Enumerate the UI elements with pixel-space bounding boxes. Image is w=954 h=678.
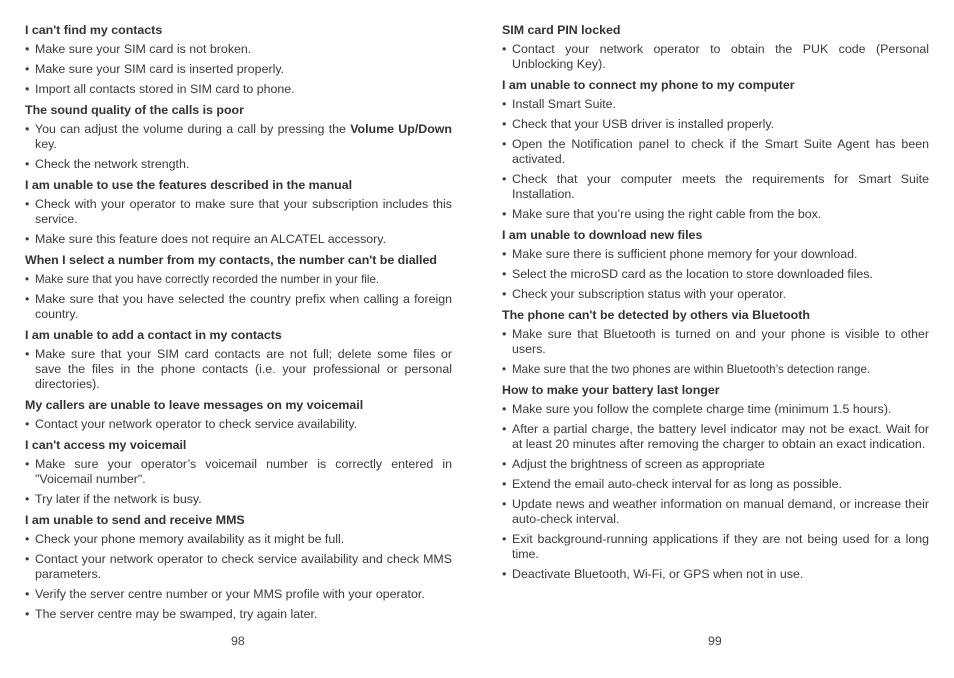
page-number: 98 bbox=[231, 634, 245, 648]
bullet-icon: • bbox=[25, 552, 30, 566]
bullet-icon: • bbox=[25, 532, 30, 546]
list-item: • Make sure your SIM card is not broken. bbox=[25, 42, 252, 56]
section-heading: How to make your battery last longer bbox=[502, 383, 720, 397]
faq-section bbox=[502, 227, 929, 302]
bullet-icon: • bbox=[25, 607, 30, 621]
faq-section bbox=[25, 397, 452, 432]
list-item: • Check the network strength. bbox=[25, 157, 190, 171]
bullet-icon: • bbox=[502, 422, 507, 436]
bullet-icon: • bbox=[502, 42, 507, 56]
list-item: • Contact your network operator to obtain the PUK code (Personal Unblocking Key). bbox=[502, 42, 929, 71]
bullet-icon: • bbox=[502, 117, 507, 131]
bullet-icon: • bbox=[502, 287, 507, 301]
list-item: • Make sure you follow the complete charge time (minimum 1.5 hours). bbox=[502, 402, 892, 416]
bullet-icon: • bbox=[25, 492, 30, 506]
list-item: • Make sure your operator’s voicemail number is correctly entered in "Voicemail number". bbox=[25, 457, 452, 486]
bullet-icon: • bbox=[25, 587, 30, 601]
faq-section bbox=[25, 327, 452, 392]
list-item: • Make sure that you have correctly recorded the number in your file. bbox=[25, 273, 380, 286]
section-heading: The phone can't be detected by others via Bluetooth bbox=[502, 308, 810, 322]
bullet-icon: • bbox=[25, 417, 30, 431]
faq-section bbox=[25, 252, 452, 322]
list-item: • Make sure that the two phones are within Bluetooth’s detection range. bbox=[502, 363, 871, 376]
list-item: • You can adjust the volume during a call by pressing the Volume Up/Down key. bbox=[25, 122, 452, 151]
list-item: • Contact your network operator to check service availability and check MMS parameters. bbox=[25, 552, 452, 581]
bullet-icon: • bbox=[25, 42, 30, 56]
bullet-icon: • bbox=[25, 347, 30, 361]
bullet-icon: • bbox=[25, 457, 30, 471]
list-item: • Exit background-running applications if they are not being used for a long time. bbox=[502, 532, 929, 561]
bullet-icon: • bbox=[502, 247, 507, 261]
bullet-icon: • bbox=[502, 567, 507, 581]
bullet-icon: • bbox=[25, 273, 30, 286]
list-item: • Import all contacts stored in SIM card to phone. bbox=[25, 82, 295, 96]
list-item: • Make sure this feature does not require an ALCATEL accessory. bbox=[25, 232, 387, 246]
list-item: • Select the microSD card as the location to store downloaded files. bbox=[502, 267, 873, 281]
page-number: 99 bbox=[708, 634, 722, 648]
bullet-icon: • bbox=[502, 477, 507, 491]
list-item: • Check with your operator to make sure that your subscription includes this service. bbox=[25, 197, 452, 226]
list-item: • Extend the email auto-check interval for as long as possible. bbox=[502, 477, 842, 491]
list-item: • Verify the server centre number or your MMS profile with your operator. bbox=[25, 587, 425, 601]
left-page bbox=[25, 22, 452, 627]
list-item: • Make sure your SIM card is inserted properly. bbox=[25, 62, 285, 76]
bullet-icon: • bbox=[25, 292, 30, 306]
faq-section bbox=[502, 382, 929, 582]
bullet-icon: • bbox=[25, 62, 30, 76]
list-item: • The server centre may be swamped, try again later. bbox=[25, 607, 318, 621]
bullet-icon: • bbox=[502, 172, 507, 186]
bullet-icon: • bbox=[502, 497, 507, 511]
faq-section bbox=[502, 307, 929, 377]
faq-section bbox=[25, 512, 452, 622]
list-item: • Open the Notification panel to check if the Smart Suite Agent has been activated. bbox=[502, 137, 929, 166]
list-item: • Check your subscription status with your operator. bbox=[502, 287, 787, 301]
bullet-icon: • bbox=[502, 457, 507, 471]
list-item: • Install Smart Suite. bbox=[502, 97, 616, 111]
section-heading: My callers are unable to leave messages on my voicemail bbox=[25, 398, 364, 412]
section-heading: I am unable to send and receive MMS bbox=[25, 513, 245, 527]
faq-section bbox=[502, 22, 929, 72]
faq-section bbox=[25, 22, 452, 97]
key-name: Volume Up/Down bbox=[350, 122, 452, 136]
list-item: • Contact your network operator to check service availability. bbox=[25, 417, 358, 431]
list-item: • Adjust the brightness of screen as appropriate bbox=[502, 457, 765, 471]
list-item: • Try later if the network is busy. bbox=[25, 492, 202, 506]
bullet-icon: • bbox=[25, 197, 30, 211]
bullet-icon: • bbox=[25, 122, 30, 136]
list-item: • Check that your computer meets the requirements for Smart Suite Installation. bbox=[502, 172, 929, 201]
bullet-icon: • bbox=[502, 97, 507, 111]
bullet-icon: • bbox=[502, 363, 507, 376]
bullet-icon: • bbox=[502, 327, 507, 341]
bullet-icon: • bbox=[502, 532, 507, 546]
bullet-icon: • bbox=[502, 267, 507, 281]
bullet-icon: • bbox=[25, 157, 30, 171]
bullet-icon: • bbox=[25, 232, 30, 246]
list-item: • Make sure that your SIM card contacts are not full; delete some files or save the files in the phone contacts (i.e. your professional or personal directories). bbox=[25, 347, 452, 391]
faq-section bbox=[502, 77, 929, 222]
bullet-icon: • bbox=[25, 82, 30, 96]
list-item: • Check your phone memory availability as it might be full. bbox=[25, 532, 345, 546]
section-heading: The sound quality of the calls is poor bbox=[25, 103, 244, 117]
list-item: • Make sure that you’re using the right cable from the box. bbox=[502, 207, 822, 221]
list-item: • Update news and weather information on manual demand, or increase their auto-check interval. bbox=[502, 497, 929, 526]
right-page bbox=[502, 22, 929, 587]
bullet-icon: • bbox=[502, 137, 507, 151]
section-heading: When I select a number from my contacts, the number can't be dialled bbox=[25, 253, 437, 267]
faq-section bbox=[25, 177, 452, 247]
faq-section bbox=[25, 437, 452, 507]
list-item: • Make sure that Bluetooth is turned on and your phone is visible to other users. bbox=[502, 327, 929, 356]
list-item: • Make sure there is sufficient phone memory for your download. bbox=[502, 247, 858, 261]
section-heading: I am unable to add a contact in my contacts bbox=[25, 328, 282, 342]
section-heading: I am unable to download new files bbox=[502, 228, 703, 242]
list-item: • Deactivate Bluetooth, Wi-Fi, or GPS when not in use. bbox=[502, 567, 804, 581]
list-item: • After a partial charge, the battery level indicator may not be exact. Wait for at least 20 minutes after removing the charger to obtain an exact indication. bbox=[502, 422, 929, 451]
section-heading: I am unable to use the features described in the manual bbox=[25, 178, 353, 192]
list-item: • Check that your USB driver is installed properly. bbox=[502, 117, 775, 131]
section-heading: I can't access my voicemail bbox=[25, 438, 187, 452]
list-item: • Make sure that you have selected the country prefix when calling a foreign country. bbox=[25, 292, 452, 321]
bullet-icon: • bbox=[502, 207, 507, 221]
section-heading: I can't find my contacts bbox=[25, 23, 163, 37]
bullet-icon: • bbox=[502, 402, 507, 416]
section-heading: I am unable to connect my phone to my computer bbox=[502, 78, 795, 92]
section-heading: SIM card PIN locked bbox=[502, 23, 621, 37]
faq-section bbox=[25, 102, 452, 172]
